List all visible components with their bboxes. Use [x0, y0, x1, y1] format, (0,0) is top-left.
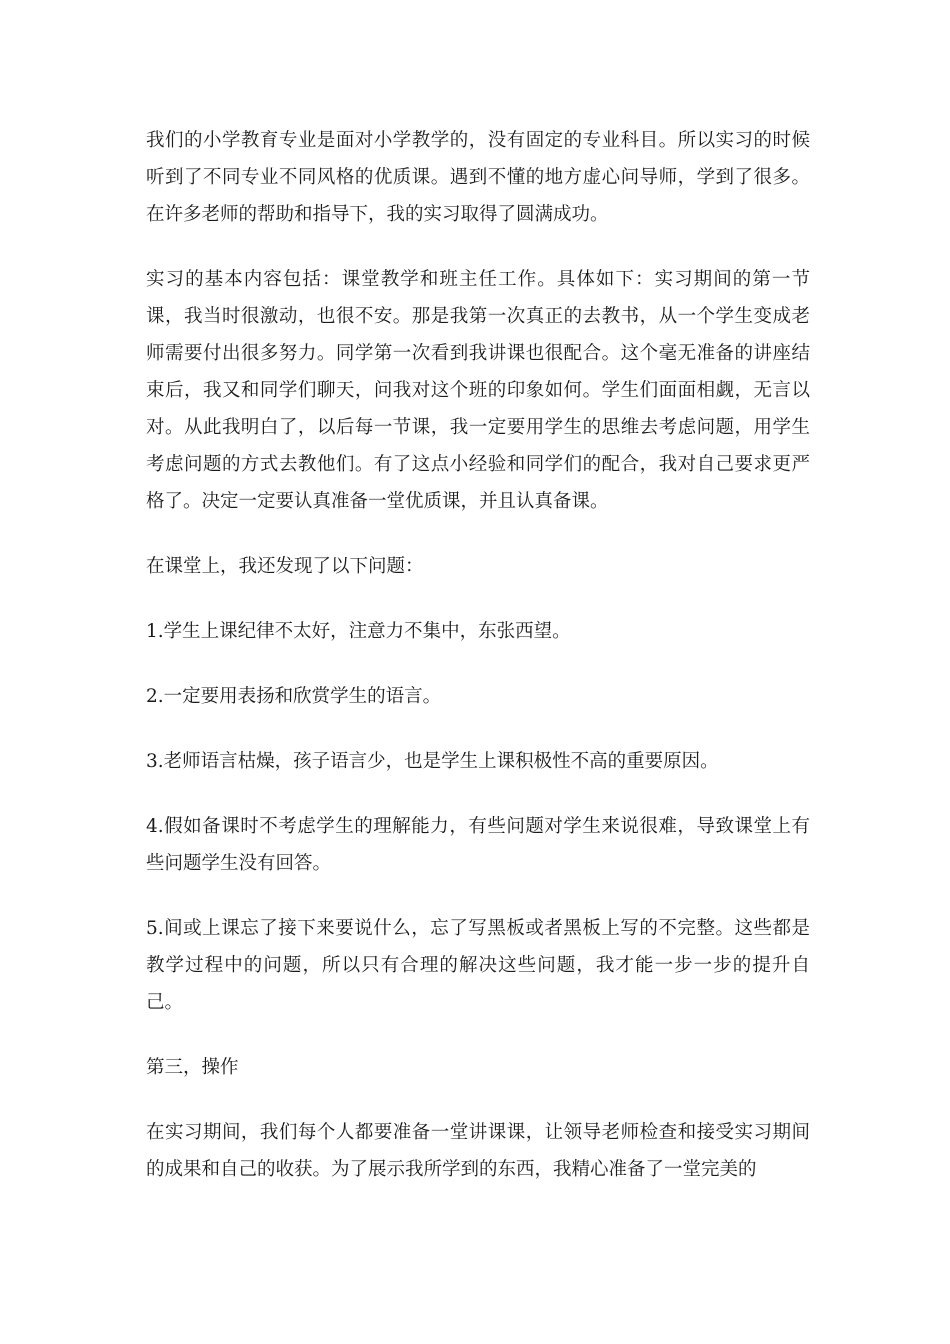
document-body: [146, 122, 810, 1216]
list-item-problem-2: 2.一定要用表扬和欣赏学生的语言。: [146, 686, 442, 707]
list-item-problem-3: 3.老师语言枯燥，孩子语言少，也是学生上课积极性不高的重要原因。: [146, 751, 719, 772]
list-item-problem-4: 4.假如备课时不考虑学生的理解能力，有些问题对学生来说很难，导致课堂上有些问题学生没有回答。: [146, 816, 810, 874]
paragraph-practice-lesson: 在实习期间，我们每个人都要准备一堂讲课课，让领导老师检查和接受实习期间的成果和自己的收获。为了展示我所学到的东西，我精心准备了一堂完美的: [146, 1122, 810, 1180]
paragraph-intro: 我们的小学教育专业是面对小学教学的，没有固定的专业科目。所以实习的时候听到了不同专业不同风格的优质课。遇到不懂的地方虚心问导师，学到了很多。在许多老师的帮助和指导下，我的实习取得了圆满成功。: [146, 130, 810, 225]
list-item-problem-5: 5.间或上课忘了接下来要说什么，忘了写黑板或者黑板上写的不完整。这些都是教学过程中的问题，所以只有合理的解决这些问题，我才能一步一步的提升自己。: [146, 918, 810, 1013]
section-heading-operation: 第三，操作: [146, 1057, 239, 1078]
paragraph-basic-content: 实习的基本内容包括：课堂教学和班主任工作。具体如下：实习期间的第一节课，我当时很激动，也很不安。那是我第一次真正的去教书，从一个学生变成老师需要付出很多努力。同学第一次看到我讲课也很配合。这个毫无准备的讲座结束后，我又和同学们聊天，问我对这个班的印象如何。学生们面面相觑，无言以对。从此我明白了，以后每一节课，我一定要用学生的思维去考虑问题，用学生考虑问题的方式去教他们。有了这点小经验和同学们的配合，我对自己要求更严格了。决定一定要认真准备一堂优质课，并且认真备课。: [146, 269, 810, 512]
paragraph-problems-heading: 在课堂上，我还发现了以下问题：: [146, 556, 424, 577]
list-item-problem-1: 1.学生上课纪律不太好，注意力不集中，东张西望。: [146, 621, 571, 642]
